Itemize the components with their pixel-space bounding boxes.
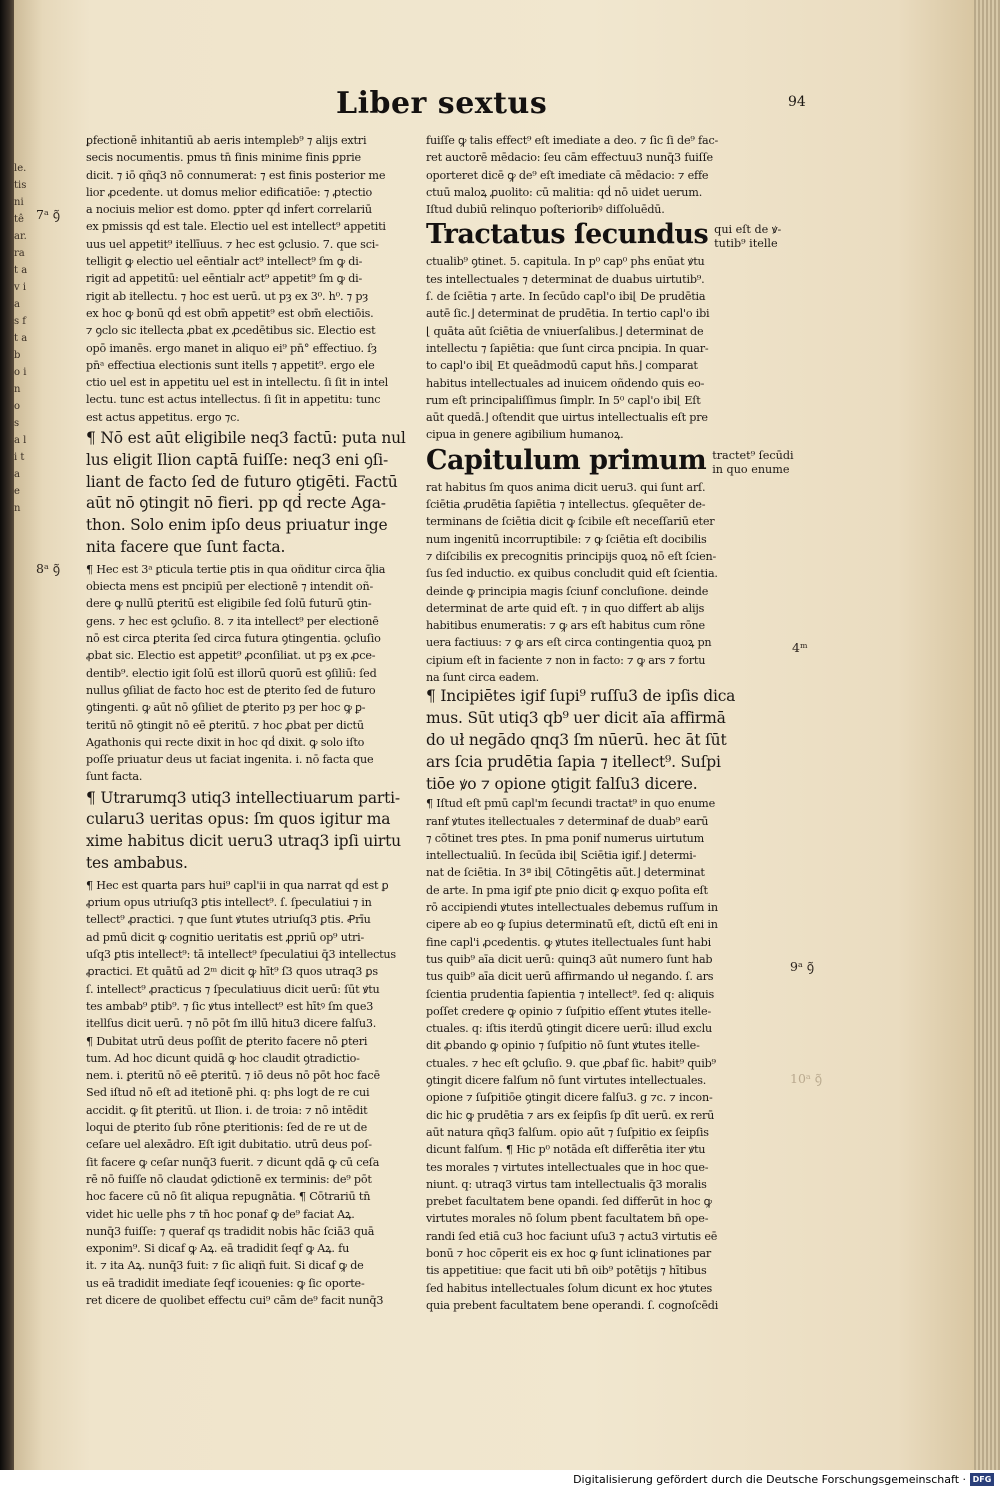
text-line: nullus ꝯſiliat de facto hoc est de ꝑterito ſed de futuro [86,683,376,697]
inner-margin-fragment: le. tis ni tê ar. ra t a v i a s ft a b o in o s a l i t a e n [14,163,28,514]
text-line: prebet facultatem bene opandi. ſed differūt in hoc ꝙ [426,1195,712,1209]
text-line: determinat de arte quid eſt. ⁊ in quo differt ab alijs [426,601,705,615]
text-line: bonū ⁊ hoc cōperit eis ex hoc ꝙ ſunt iclinationes par [426,1247,712,1261]
text-line: habitibus enumeratis: ⁊ ꝙ ars eſt habitus cum rōne [426,619,705,633]
marginal-note-7: 7ᵃ ꝯ̃ [36,207,61,222]
text-line: virtutes morales nō ſolum pbent facultatem bn̄ ope- [426,1212,709,1226]
text-line: ꝓractici. Et quātū ad 2ᵐ dicit ꝙ hīt⁹ ſ3 quos utraq3 ꝑs [86,965,378,979]
text-line: intellectu ⁊ ſapiētia: que ſunt circa pncipia. In quar- [426,341,709,355]
capitulum-summary [426,479,782,687]
text-line: rat habitus ſm quos anima dicit ueru3. qui ſunt arſ. [426,480,706,494]
text-line: teritū nō ꝯtingit nō eē ꝑteritū. ⁊ hoc ꝓbat per dictū [86,718,364,732]
capitulum-heading: Capitulum primum [426,444,707,476]
text-line: secis nocumentis. pmus tn̄ finis minime finis ꝑprie [86,151,361,165]
text-line: aūt quedā.⌋ oſtendit que uirtus intellectualis eſt pre [426,411,708,425]
text-line: poſſet credere ꝙ opinio ⁊ ſuſpitio eſſent ꝟtutes itelle- [426,1004,712,1018]
text-line: tes ambab⁹ ꝑtib⁹. ⁊ ſic ꝟtus intellect⁹ est hītꝰ ſm que3 [86,999,374,1013]
text-line: ꝯtingit dicere falſum nō ſunt virtutes intellectuales. [426,1074,707,1088]
right-opening-paragraph [426,132,782,218]
text-line: nunq̄3 fuiſſe: ⁊ queraf qs tradidit nobis hāc ſciā3 quā [86,1224,375,1238]
text-line: itellſus dicit uerū. ⁊ nō pōt ſm illū hitu3 dicere falſu3. [86,1017,377,1031]
text-line: oporteret dicē ꝙ de⁹ eſt imediate cā mēdacio: ⁊ effe [426,168,709,182]
text-line: gens. ⁊ hec est ꝯcluſio. 8. ⁊ ita intellect⁹ per electionē [86,614,379,628]
text-line: ſ. de ſciētia ⁊ arte. In ſecūdo capl'o ibi⌊ De prudētia [426,290,706,304]
text-line: dicit. ⁊ iō qñq3 nō connumerat: ⁊ est finis posterior me [86,168,386,182]
text-line: intellectualiū. In ſecūda ibi⌊ Sciētia igif.⌋ determi- [426,849,697,863]
text-line: quia prebent facultatem bene operandi. ſ. cognoſcēdi [426,1298,719,1312]
text-line: ctuales. ⁊ hec eſt ꝯcluſio. 9. que ꝓbaf ſic. habit⁹ quib⁹ [426,1056,716,1070]
marginal-note-9: 9ᵃ ꝯ̃ [790,959,815,974]
text-line: ⁊ ꝯclo sic itellecta ꝓbat ex ꝓcedētibus sic. Electio est [86,324,376,338]
text-line: rē nō fuiſſe nō claudat ꝯdictionē ex terminis: de⁹ pōt [86,1172,372,1186]
text-line: ꝯtingenti. ꝙ aūt nō ꝯſiliet de ꝑterito pȝ per hoc ꝙ ꝑ- [86,701,366,715]
text-line: dicunt falſum. ¶ Hic p⁰ notāda eſt differētia iter ꝟtu [426,1143,706,1157]
text-line: tis appetitiue: que facit uti bn̄ oib⁹ potētijs ⁊ hītibus [426,1264,707,1278]
text-line: obiecta mens est pncipiū per electionē ⁊ intendit oñ- [86,580,374,594]
text-line: ⌊ quāta aūt ſciētia de vniuerſalibus.⌋ determinat de [426,324,704,338]
text-line: tus quib⁹ aīa dicit uerū: quinq3 aūt numero ſunt hab [426,952,713,966]
text-line: poſſe priuatur deus ut faciat ingenita. i. nō facta que [86,753,374,767]
text-line-large: ¶ Utrarumq3 utiq3 intellectiuarum parti- [86,788,400,807]
text-line: cipua in genere agibilium humanoꝝ. [426,428,624,442]
text-line: telligit ꝙ electio uel eēntialr act⁹ intellect⁹ ſm ꝙ di- [86,255,363,269]
text-line: uus uel appetit⁹ itellīuus. ⁊ hec est ꝯclusio. 7. que sci- [86,237,379,251]
text-line: ¶ Iſtud eſt pmū capl'm ſecundi tractat⁹ in quo enume [426,797,715,811]
text-line: loqui de ꝑterito ſub rōne ꝑteritionis: ſed de re ut de [86,1121,367,1135]
text-line: ꝓrium opus utriuſq3 ꝑtis intellect⁹. ſ. ſpeculatiui ⁊ in [86,896,372,910]
text-line: ex hoc ꝙ bonū qḋ est obm̄ appetit⁹ est obm̄ electiōis. [86,306,374,320]
text-line: dentib⁹. electio igit ſolū est illorū quorū est ꝯſiliū: ſed [86,666,377,680]
capitulum-heading-row [426,444,794,477]
text-line: nat de ſciētia. In 3ª ibi⌊ Cōtingētis aūt.⌋ determinat [426,866,705,880]
text-line-large: ¶ Incipiētes igif ſupi⁹ ruſſu3 de ipſis dica [426,687,736,706]
text-line: ſed habitus intellectuales ſolum dicunt ex hoc ꝟtutes [426,1281,713,1295]
text-line: ſunt facta. [86,770,143,784]
text-line-large: liant de facto ſed de futuro ꝯtigēti. Factū [86,472,398,491]
text-line: tus quib⁹ aīa dicit uerū affirmando uł negando. ſ. ars [426,970,714,984]
text-line-large: cularu3 ueritas opus: ſm quos igitur ma [86,810,391,829]
text-line-large: aūt nō ꝯtingit nō fieri. pp qḋ recte Aga- [86,494,386,513]
text-line: uera factiuus: ⁊ ꝙ ars eſt circa contingentia quoꝝ pn [426,636,712,650]
text-line: est actus appetitus. ergo ⁊c. [86,410,240,424]
text-line: ctio uel est in appetitu uel est in intellectu. ſi ſit in intel [86,376,389,390]
text-line: rō accipiendi ꝟtutes intellectuales debemus ruſſum in [426,901,718,915]
text-line: ¶ Hec est 3ᵃ ꝑticula tertie ꝑtis in qua oñditur circa q̄lia [86,562,386,576]
text-line: terminans de ſciētia dicit ꝙ ſcibile eſt neceſſariū eter [426,515,715,529]
text-line-large: ars ſcia prudētia ſapia ⁊ itellect⁹. Suſpi [426,752,721,771]
text-line: ret dicere de quolibet effectu cui⁹ cām de⁹ facit nunq̄3 [86,1294,384,1307]
text-line: rigit ad appetitū: uel eēntialr act⁹ appetit⁹ ſm ꝙ di- [86,272,363,286]
marginal-note-4m: 4ᵐ [792,640,808,655]
marginal-note-10-faded: 10ᵃ ꝯ̃ [790,1071,823,1086]
funding-credit: Digitalisierung gefördert durch die Deutsche Forschungsgemeinschaft · [573,1473,966,1486]
text-line: Agathonis qui recte dixit in hoc qḋ dixit. ꝙ solo iſto [86,735,365,749]
text-line: de arte. In pma igif ꝑte pnio dicit ꝙ exquo poſita eſt [426,883,708,897]
text-line: na ſunt circa eadem. [426,671,539,685]
text-line: Sed iſtud nō eſt ad itetionē phi. q: phs logt de re cui [86,1086,370,1100]
text-line: to capl'o ibi⌊ Et queādmodū caput hñs.⌋ comparat [426,359,698,373]
dfg-logo: DFG [970,1473,994,1486]
commentary-paragraph [86,561,418,786]
text-line: rigit ab itellectu. ⁊ hoc est uerū. ut pȝ ex 3⁰. h⁰. ⁊ pȝ [86,289,368,303]
capitulum-heading-tail: tractet⁹ ſecūdi in quo enume [712,448,794,476]
text-line: aūt natura qñq3 falſum. opio aūt ⁊ ſuſpitio ex ſeipſis [426,1125,709,1139]
text-line: ſus ſed inductio. ex quibus concludit quid eſt ſcientia. [426,567,718,581]
text-line: lectu. tunc est actus intellectus. ſi ſit in appetitu: tunc [86,393,381,407]
text-line: dic hic ꝙ prudētia ⁊ ars ex ſeipſis ſp dīt uerū. ex rerū [426,1108,715,1122]
text-line: rum eſt principaliſſimus ſimplr. In 5⁰ capl'o ibi⌊ Eſt [426,393,701,407]
text-line-large: do uł negādo qnq3 ſm nūerū. hec āt ſūt [426,730,727,749]
text-line: tellect⁹ ꝓractici. ⁊ que ſunt ꝟtutes utriuſq3 ꝑtis. Ꝓrīu [86,913,371,927]
text-line-large: mus. Sūt utiq3 qb⁹ uer dicit aīa affirmā [426,709,726,728]
page-fore-edge [974,0,1000,1470]
text-line: ſit facere ꝙ ceſar nunq̄3 fuerit. ⁊ dicunt qdā ꝙ cū ceſa [86,1155,380,1169]
text-line: ⁊ cōtinet tres ꝑtes. In pma ponif numerus uirtutum [426,831,705,845]
footer-banner [0,1470,1000,1490]
text-line: tes intellectuales ⁊ determinat de duabus uirtutib⁹. [426,272,705,286]
text-line: randi ſed etiā cu3 hoc faciunt uſu3 ⁊ actu3 virtutis eē [426,1229,718,1243]
text-line: ctuū maloꝝ ꝓuolito: cū malitia: qḋ nō uidet uerum. [426,185,703,199]
text-line: videt hic uelle phs ⁊ tn̄ hoc ponaf ꝙ de⁹ faciat Aꝝ. [86,1207,355,1221]
text-line: ret auctorē mēdacio: ſeu cām effectuu3 nunq̄3 fuiſſe [426,151,713,165]
text-line: ſ. intellect⁹ ꝓracticus ⁊ ſpeculatiuus dicit uerū: ſūt ꝟtu [86,982,380,996]
aristotle-text-block [426,686,782,795]
text-line-large: tiōe ꝟo ⁊ opione ꝯtigit falſu3 dicere. [426,774,698,793]
text-line: ex pmissis qḋ est tale. Electio uel est intellect⁹ appetiti [86,220,386,234]
text-line-large: lus eligit Ilion captā fuiſſe: neq3 eni ꝯſi- [86,450,389,469]
marginal-note-8: 8ᵃ ꝯ̃ [36,561,61,576]
commentary-paragraph [86,877,418,1309]
text-line: deinde ꝙ principia magis ſciunf concluſione. deinde [426,584,709,598]
text-line-large: thon. Solo enim ipſo deus priuatur inge [86,516,388,535]
text-line-large: ¶ Nō est aūt eligibile neq3 factū: puta nul [86,429,406,448]
left-column [86,132,418,1311]
text-line-large: tes ambabus. [86,854,188,873]
text-line: niunt. q: utraq3 virtus tam intellectualis q̄3 moralis [426,1177,707,1191]
text-line: dere ꝙ nullū ꝑteritū est eligibile ſed ſolū futurū ꝯtin- [86,597,372,611]
text-line: pn̄ᵃ effectiua electionis sunt itells ⁊ appetit⁹. ergo ele [86,358,375,372]
text-line: ctuales. q: iſtis iterdū ꝯtingit dicere uerū: illud exclu [426,1022,712,1036]
text-line-large: nita facere que ſunt facta. [86,538,286,557]
text-line: hoc facere cū nō ſit aliqua repugnātia. ¶ Cōtrariū tn̄ [86,1190,371,1204]
text-line: ctualib⁹ ꝯtinet. 5. capitula. In p⁰ cap⁰ phs enūat ꝟtu [426,255,705,269]
commentary-block [426,795,782,1314]
text-line: ꝑfectionē inhitantiū ab aeris intempleb⁹ ⁊ alijs extri [86,134,367,147]
text-line: lior ꝓcedente. ut domus melior edificatiōe: ⁊ ꝓtectio [86,185,372,199]
text-line: cipere ab eo ꝙ ſupius determinatū eſt, dictū eſt eni in [426,918,718,932]
text-line: nō est circa ꝑterita ſed circa futura ꝯtingentia. ꝯcluſio [86,632,381,646]
text-line: fine capl'i ꝓcedentis. ꝙ ꝟtutes itellectuales ſunt habi [426,935,711,949]
text-line: nem. i. ꝑteritū nō eē ꝑteritū. ⁊ iō deus nō pōt hoc facē [86,1069,380,1083]
text-line: cipium eſt in faciente ⁊ non in facto: ⁊ ꝙ ars ⁊ fortu [426,653,706,667]
text-line: ꝓbat sic. Electio est appetit⁹ ꝓconſiliat. ut pȝ ex ꝓce- [86,649,376,663]
text-line: opō imanēs. ergo manet in aliquo ei⁹ pn̄° effectiuo. ſȝ [86,341,377,355]
text-line: ſcientia prudentia ſapientia ⁊ intellect⁹. ſed q: aliquis [426,987,715,1001]
text-line: ceſare uel alexādro. Eſt igit dubitatio. utrū deus poſ- [86,1138,372,1152]
text-line: dit ꝓbando ꝙ opinio ⁊ ſuſpitio nō ſunt ꝟtutes itelle- [426,1039,700,1053]
text-line: Iſtud dubiū relinquo poſterioribꝰ diſſoluēdū. [426,203,665,217]
tractatus-heading-row [426,220,782,251]
text-line: exponim⁹. Si dicaf ꝙ Aꝝ. eā tradidit ſeqf ꝙ Aꝝ. fu [86,1242,350,1256]
text-line: habitus intellectuales ad inuicem oñdendo quis eo- [426,376,705,390]
text-line: num ingenitū incorruptibile: ⁊ ꝙ ſciētia eſt docibilis [426,532,707,546]
right-column [426,132,794,1314]
folio-number: 94 [788,94,806,110]
text-line: us eā tradidit imediate ſeqf icouenies: ꝙ ſic oporte- [86,1276,365,1290]
text-line: ⁊ diſcibilis ex precognitis principijs quoꝝ nō eſt ſcien- [426,549,717,563]
commentary-paragraph [86,132,418,426]
text-block-large [86,788,418,875]
text-line: ¶ Dubitat utrū deus poſſit de ꝑterito facere nō ꝑteri [86,1034,368,1048]
text-line: tum. Ad hoc dicunt quidā ꝙ hoc claudit ꝯtradictio- [86,1051,360,1065]
text-line: fuiſſe ꝙ talis effect⁹ eſt imediate a deo. ⁊ ſic ſi de⁹ fac- [426,134,719,147]
text-line: uſq3 ꝑtis intellect⁹: tā intellect⁹ ſpeculatiui q̄3 intellectus [86,948,396,962]
tractatus-summary [426,253,782,443]
text-line: a nociuis melior est domo. ꝑpter qḋ infert correlariū [86,203,372,217]
text-line: it. ⁊ ita Aꝝ. nunq̄3 fuit: ⁊ ſic aliqñ fuit. Si dicaf ꝙ de [86,1259,364,1273]
running-head: Liber sextus [336,86,548,121]
book-page [14,0,974,1470]
text-line: accidit. ꝙ ſit ꝑteritū. ut Ilion. i. de troia: ⁊ nō intēdit [86,1103,368,1117]
tractatus-heading-tail: qui eſt de ꝟ- tutib⁹ itelle [714,223,782,251]
text-block-large [86,428,418,559]
text-line: tes morales ⁊ virtutes intellectuales que in hoc que- [426,1160,709,1174]
text-line: opione ⁊ ſuſpitiōe ꝯtingit dicere falſu3. g ⁊c. ⁊ incon- [426,1091,713,1105]
tractatus-heading: Tractatus ſecundus [426,219,709,251]
text-line: ad pmū dicit ꝙ cognitio ueritatis est ꝓpriū op⁹ utri- [86,930,365,944]
text-line-large: xime habitus dicit ueru3 utraq3 ipſi uirtu [86,832,401,851]
text-line: ſciētia ꝓrudētia ſapiētia ⁊ intellectus. ꝯſequēter de- [426,498,706,512]
text-line: autē ſic.⌋ determinat de prudētia. In tertio capl'o ibi [426,307,710,321]
text-line: ¶ Hec est quarta pars hui⁹ capl'ii in qua narrat qḋ est ꝑ [86,878,389,892]
text-line: ranf ꝟtutes itellectuales ⁊ determinaf de duab⁹ earū [426,814,709,828]
